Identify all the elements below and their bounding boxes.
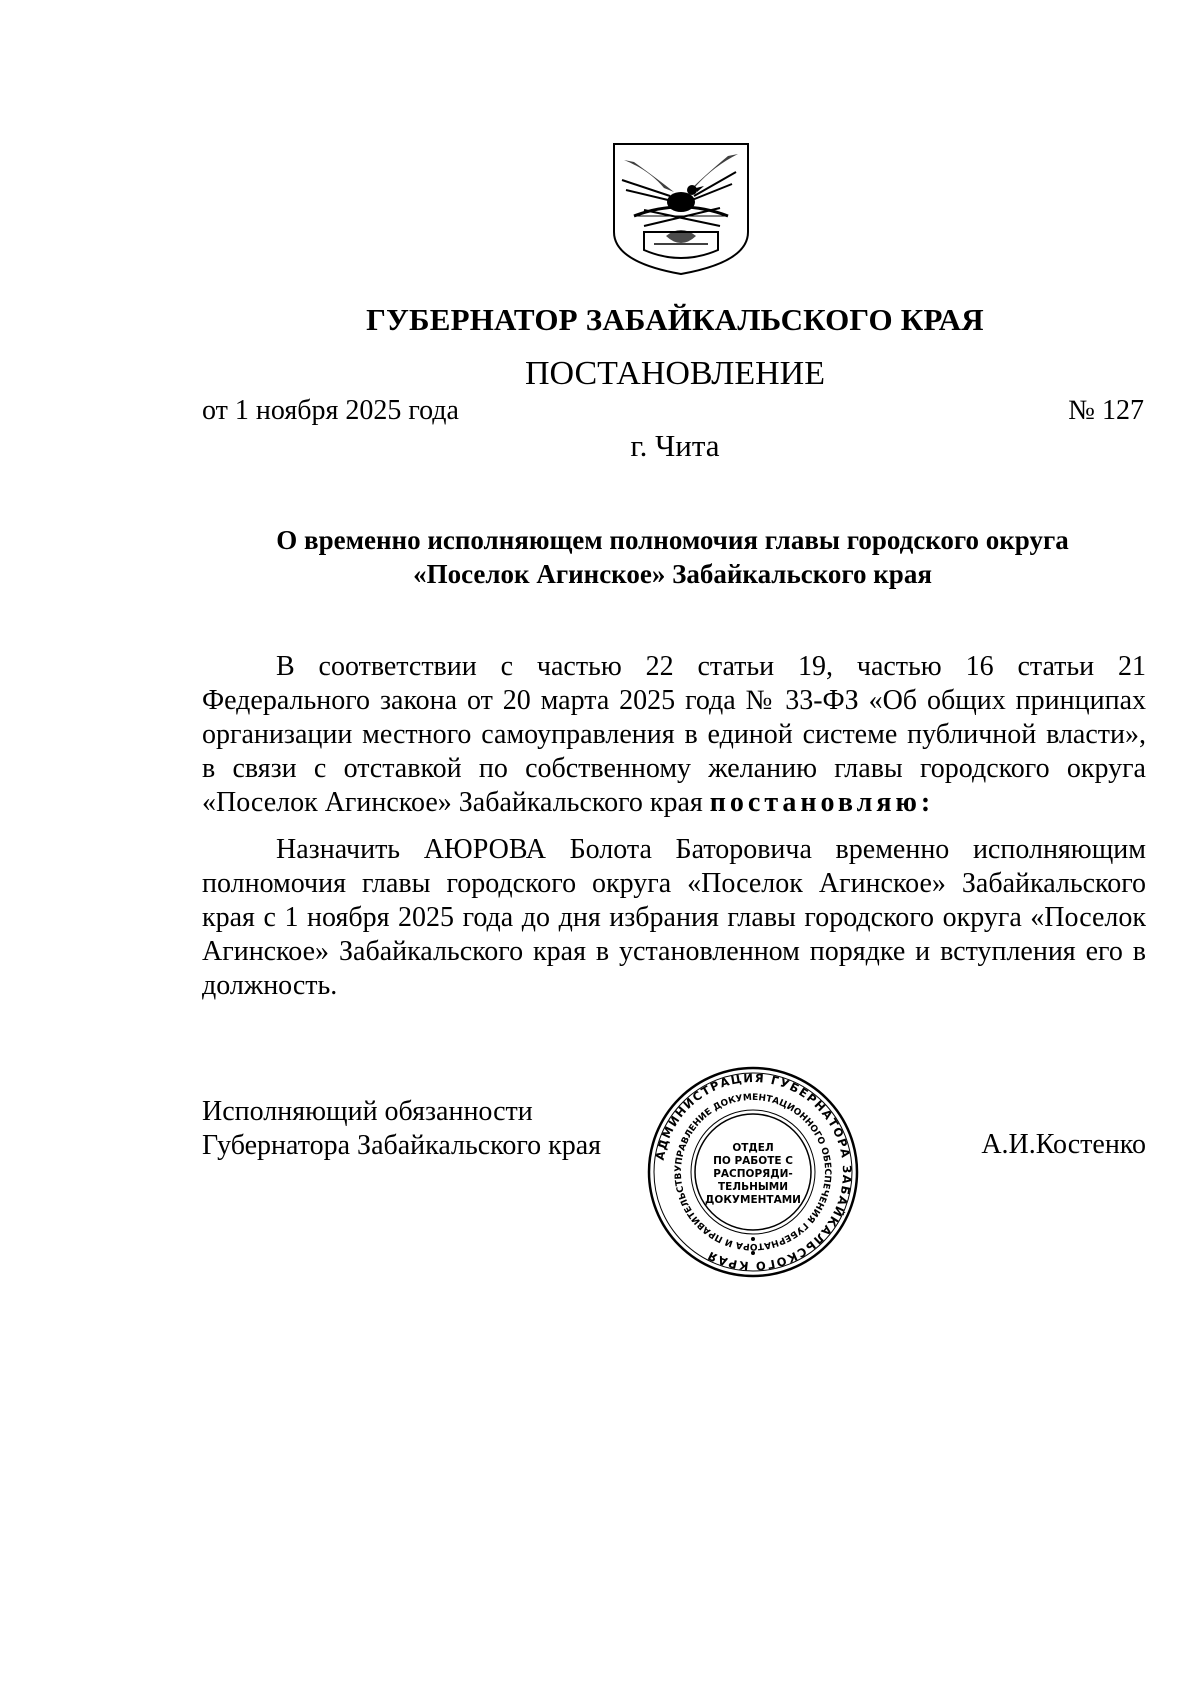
document-city: г. Чита	[630, 428, 720, 463]
signatory-name: А.И.Костенко	[981, 1129, 1146, 1160]
seal-center-line: ТЕЛЬНЫМИ	[718, 1181, 788, 1193]
subject-line-1: О временно исполняющем полномочия главы городского округа	[276, 525, 1069, 555]
signatory-position	[202, 1095, 601, 1163]
document-number: № 127	[1068, 395, 1144, 426]
seal-center-line: ОТДЕЛ	[732, 1142, 774, 1154]
seal-center-line: ПО РАБОТЕ С	[713, 1155, 793, 1167]
seal-middle-text: УПРАВЛЕНИЕ ДОКУМЕНТАЦИОННОГО ОБЕСПЕЧЕНИЯ ГУБЕРНАТОРА И ПРАВИТЕЛЬСТВ	[673, 1092, 833, 1252]
round-seal-icon	[644, 1063, 862, 1281]
seal-center-line: РАСПОРЯДИ-	[713, 1168, 793, 1180]
position-line-2: Губернатора Забайкальского края	[202, 1130, 602, 1161]
document-subject	[200, 523, 1145, 591]
resolution-word: постановляю:	[709, 787, 935, 818]
document-type: ПОСТАНОВЛЕНИЕ	[524, 355, 826, 392]
body-paragraph-2: Назначить АЮРОВА Болота Баторовича временно исполняющим полномочия главы городского округа «Поселок Агинское» Забайкальского края с 1 ноября 2025 года до дня избрания главы городского округа «Поселок Агинское» Забайкальского края в установленном порядке и вступления его в должность.	[202, 834, 1146, 1001]
document-date: от 1 ноября 2025 года	[202, 395, 459, 426]
seal-outer-text: АДМИНИСТРАЦИЯ ГУБЕРНАТОРА ЗАБАЙКАЛЬСКОГО КРАЯ	[652, 1070, 855, 1274]
paragraph-1-text: В соответствии с частью 22 статьи 19, частью 16 статьи 21 Федерального закона от 20 марта 2025 года № 33-ФЗ «Об общих принципах организации местного самоуправления в единой системе публичной власти», в связи с отставкой по собственному желанию главы городского округа «Поселок Агинское» Забайкальского края	[202, 651, 1146, 818]
position-line-1: Исполняющий обязанности	[202, 1096, 533, 1127]
subject-line-2: «Поселок Агинское» Забайкальского края	[413, 559, 932, 589]
coat-of-arms-icon	[604, 140, 758, 276]
authority-title: ГУБЕРНАТОР ЗАБАЙКАЛЬСКОГО КРАЯ	[366, 302, 984, 337]
seal-center-line: ДОКУМЕНТАМИ	[705, 1194, 801, 1206]
body-paragraph-1	[202, 650, 1146, 820]
